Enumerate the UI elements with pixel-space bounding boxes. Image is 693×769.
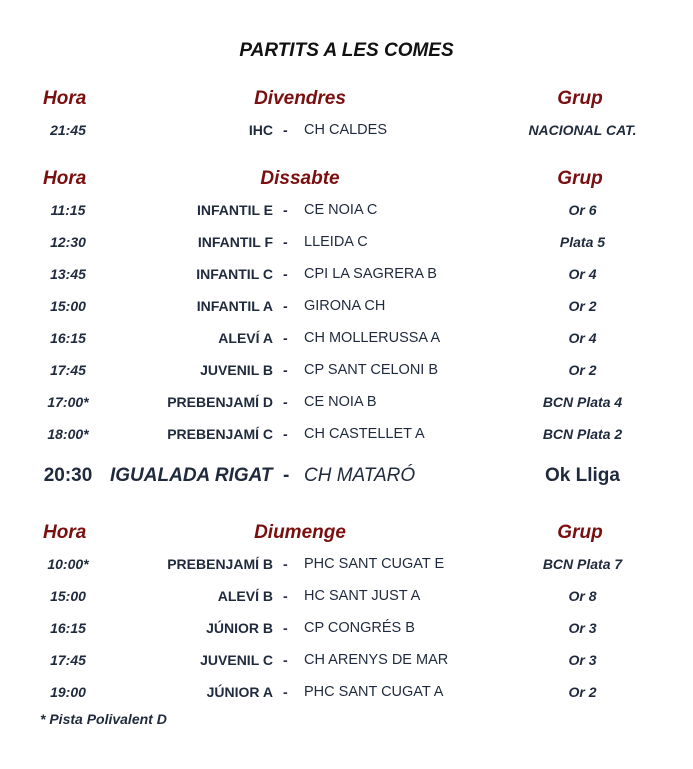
match-time: 17:45 bbox=[50, 652, 86, 668]
match-away-team: CP SANT CELONI B bbox=[304, 362, 439, 378]
match-time: 21:45 bbox=[50, 122, 86, 138]
match-group: Or 2 bbox=[568, 362, 597, 378]
match-home-team: ALEVÍ A bbox=[218, 330, 273, 346]
match-group: NACIONAL CAT. bbox=[528, 122, 637, 138]
match-group: Or 2 bbox=[568, 684, 597, 700]
match-separator: - bbox=[283, 394, 288, 410]
match-home-team: JUVENIL C bbox=[200, 652, 273, 668]
header-grup: Grup bbox=[557, 522, 603, 543]
match-home-team: PREBENJAMÍ B bbox=[167, 556, 273, 572]
match-time: 11:15 bbox=[50, 202, 86, 218]
match-time: 18:00* bbox=[47, 426, 89, 442]
header-day-diumenge: Diumenge bbox=[254, 522, 346, 543]
match-separator: - bbox=[283, 266, 288, 282]
match-home-team: PREBENJAMÍ C bbox=[167, 426, 273, 442]
match-home-team: INFANTIL A bbox=[196, 298, 273, 314]
match-time: 15:00 bbox=[50, 298, 86, 314]
match-away-team: LLEIDA C bbox=[304, 234, 368, 250]
match-time: 15:00 bbox=[50, 588, 86, 604]
match-separator: - bbox=[283, 588, 288, 604]
match-group: Or 2 bbox=[568, 298, 597, 314]
match-time: 16:15 bbox=[50, 620, 86, 636]
header-day-divendres: Divendres bbox=[254, 88, 346, 109]
featured-match-time: 20:30 bbox=[43, 465, 93, 486]
match-time: 17:00* bbox=[47, 394, 89, 410]
match-away-team: CP CONGRÉS B bbox=[304, 620, 415, 636]
match-time: 13:45 bbox=[50, 266, 86, 282]
match-group: BCN Plata 2 bbox=[542, 426, 623, 442]
match-home-team: INFANTIL F bbox=[197, 234, 273, 250]
match-home-team: JÚNIOR A bbox=[206, 684, 273, 700]
match-home-team: INFANTIL E bbox=[197, 202, 273, 218]
match-time: 12:30 bbox=[50, 234, 86, 250]
match-group: BCN Plata 4 bbox=[542, 394, 623, 410]
header-grup: Grup bbox=[557, 168, 603, 189]
match-separator: - bbox=[283, 620, 288, 636]
match-home-team: JÚNIOR B bbox=[206, 620, 273, 636]
match-group: Or 4 bbox=[568, 266, 597, 282]
match-separator: - bbox=[283, 652, 288, 668]
match-away-team: PHC SANT CUGAT A bbox=[304, 684, 444, 700]
match-separator: - bbox=[283, 202, 288, 218]
match-separator: - bbox=[283, 234, 288, 250]
match-separator: - bbox=[283, 362, 288, 378]
header-hora: Hora bbox=[43, 168, 87, 189]
match-time: 17:45 bbox=[50, 362, 86, 378]
match-group: BCN Plata 7 bbox=[542, 556, 623, 572]
header-day-dissabte: Dissabte bbox=[260, 168, 340, 189]
match-group: Or 8 bbox=[568, 588, 597, 604]
featured-match-separator: - bbox=[283, 465, 290, 486]
header-hora: Hora bbox=[43, 522, 87, 543]
match-home-team: IHC bbox=[248, 122, 273, 138]
match-away-team: CH ARENYS DE MAR bbox=[304, 652, 449, 668]
match-away-team: CH CASTELLET A bbox=[304, 426, 425, 442]
featured-match-away-team: CH MATARÓ bbox=[304, 465, 416, 486]
match-away-team: GIRONA CH bbox=[304, 298, 386, 314]
match-away-team: CH MOLLERUSSA A bbox=[304, 330, 441, 346]
page-title: PARTITS A LES COMES bbox=[239, 40, 454, 61]
match-group: Or 6 bbox=[568, 202, 597, 218]
match-separator: - bbox=[283, 298, 288, 314]
match-group: Or 4 bbox=[568, 330, 597, 346]
match-home-team: JUVENIL B bbox=[200, 362, 273, 378]
featured-match-group: Ok Lliga bbox=[545, 465, 620, 486]
match-separator: - bbox=[283, 330, 288, 346]
match-separator: - bbox=[283, 684, 288, 700]
match-home-team: PREBENJAMÍ D bbox=[167, 394, 273, 410]
match-home-team: ALEVÍ B bbox=[217, 588, 273, 604]
header-grup: Grup bbox=[557, 88, 603, 109]
featured-match-home-team: IGUALADA RIGAT bbox=[110, 465, 273, 486]
match-separator: - bbox=[283, 122, 288, 138]
match-group: Or 3 bbox=[568, 652, 597, 668]
match-away-team: CPI LA SAGRERA B bbox=[304, 266, 437, 282]
match-home-team: INFANTIL C bbox=[196, 266, 273, 282]
footnote: * Pista Polivalent D bbox=[40, 711, 167, 727]
match-away-team: CH CALDES bbox=[304, 122, 387, 138]
match-away-team: HC SANT JUST A bbox=[304, 588, 421, 604]
match-away-team: CE NOIA B bbox=[304, 394, 377, 410]
match-away-team: CE NOIA C bbox=[304, 202, 378, 218]
match-time: 19:00 bbox=[50, 684, 86, 700]
match-time: 10:00* bbox=[47, 556, 89, 572]
match-separator: - bbox=[283, 556, 288, 572]
match-away-team: PHC SANT CUGAT E bbox=[304, 556, 445, 572]
match-separator: - bbox=[283, 426, 288, 442]
match-group: Or 3 bbox=[568, 620, 597, 636]
match-group: Plata 5 bbox=[559, 234, 606, 250]
header-hora: Hora bbox=[43, 88, 87, 109]
match-time: 16:15 bbox=[50, 330, 86, 346]
